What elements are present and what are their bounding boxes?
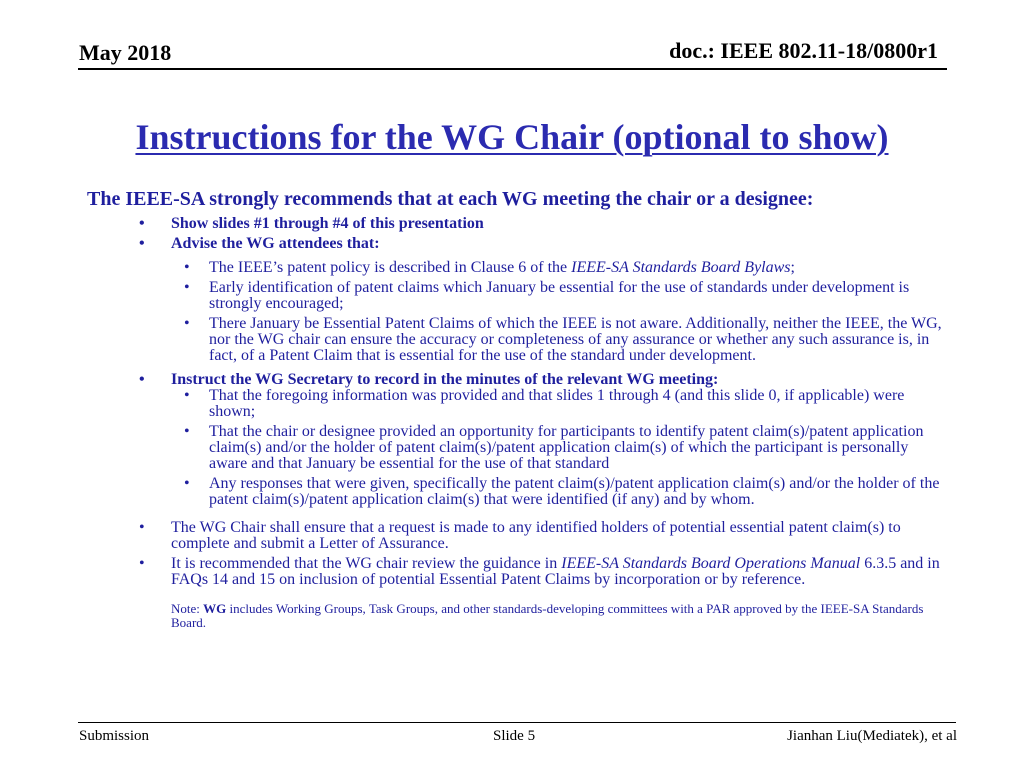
bullet-text-end: 6.3.5 and in FAQs 14 and 15 on inclusion of potential Essential Patent Claims by incorporation or by reference. <box>171 555 940 588</box>
sub-bullet-info-provided <box>87 388 947 420</box>
bullet-icon: • <box>139 555 145 572</box>
bylaws-reference: IEEE-SA Standards Board Bylaws <box>571 259 791 276</box>
bullet-icon: • <box>139 215 145 232</box>
sub-bullet-responses <box>87 476 947 508</box>
header-doc-id: doc.: IEEE 802.11-18/0800r1 <box>669 38 938 63</box>
bullet-icon: • <box>139 235 145 252</box>
bullet-icon: • <box>184 475 190 492</box>
bullet-chair-ensure <box>87 520 947 552</box>
bullet-icon: • <box>184 259 190 276</box>
header-divider <box>78 68 947 70</box>
slide-title: Instructions for the WG Chair (optional to show) <box>135 117 889 157</box>
bullet-icon: • <box>184 423 190 440</box>
bullet-text: Show slides #1 through #4 of this presentation <box>171 215 484 232</box>
lead-paragraph: The IEEE-SA strongly recommends that at each WG meeting the chair or a designee: <box>87 188 814 210</box>
bullet-text-end: ; <box>790 259 795 276</box>
note-bold: WG <box>203 601 227 616</box>
bullet-review-guidance <box>87 556 947 588</box>
note-prefix: Note: <box>171 601 204 616</box>
sub-bullet-opportunity <box>87 424 947 472</box>
bullet-text: Advise the WG attendees that: <box>171 235 380 252</box>
bullet-advise <box>87 236 947 252</box>
sub-bullet-unknown-claims <box>87 316 947 364</box>
bullet-show-slides <box>87 216 947 232</box>
bullet-icon: • <box>184 279 190 296</box>
bullet-text: The WG Chair shall ensure that a request is made to any identified holders of potential essential patent claim(s) to complete and submit a Letter of Assurance. <box>171 519 901 552</box>
header-date: May 2018 <box>79 40 172 65</box>
bullet-icon: • <box>139 519 145 536</box>
bullet-text: That the foregoing information was provided and that slides 1 through 4 (and this slide 0, if applicable) were shown; <box>209 387 905 420</box>
bullet-text: Early identification of patent claims which January be essential for the use of standards under development is strongly encouraged; <box>209 279 910 312</box>
wg-note <box>87 602 947 630</box>
slide-body <box>87 188 947 630</box>
sub-bullet-early-identification <box>87 280 947 312</box>
footer-submission: Submission <box>79 728 150 744</box>
bullet-icon: • <box>139 371 145 388</box>
bullet-text: It is recommended that the WG chair review the guidance in <box>171 555 562 572</box>
bullet-text: That the chair or designee provided an opportunity for participants to identify patent claim(s)/patent application claim(s) and/or the holder of patent claim(s)/patent application claim(s) of which the participant is personally aware and that January be essential for the use of that standard <box>209 423 924 472</box>
sub-bullet-patent-policy <box>87 260 947 276</box>
bullet-icon: • <box>184 387 190 404</box>
operations-manual-reference: IEEE-SA Standards Board Operations Manual <box>561 555 861 572</box>
bullet-text: The IEEE’s patent policy is described in Clause 6 of the <box>209 259 572 276</box>
footer-divider <box>78 722 956 723</box>
footer-author: Jianhan Liu(Mediatek), et al <box>787 728 957 744</box>
bullet-text: Any responses that were given, specifically the patent claim(s)/patent application claim(s) and/or the holder of the patent claim(s)/patent application claim(s) that were identified (if any) and by whom. <box>209 475 940 508</box>
bullet-instruct-secretary <box>87 372 947 388</box>
bullet-text: Instruct the WG Secretary to record in the minutes of the relevant WG meeting: <box>171 371 719 388</box>
note-text: includes Working Groups, Task Groups, and other standards-developing committees with a PAR approved by the IEEE-SA Standards Board. <box>171 601 924 630</box>
footer-slide-number: Slide 5 <box>493 728 536 744</box>
bullet-icon: • <box>184 315 190 332</box>
bullet-text: There January be Essential Patent Claims of which the IEEE is not aware. Additionally, neither the IEEE, the WG, nor the WG chair can ensure the accuracy or completeness of any assurance or whether any such assurance is, in fact, of a Patent Claim that is essential for the use of the standard under development. <box>209 315 942 364</box>
